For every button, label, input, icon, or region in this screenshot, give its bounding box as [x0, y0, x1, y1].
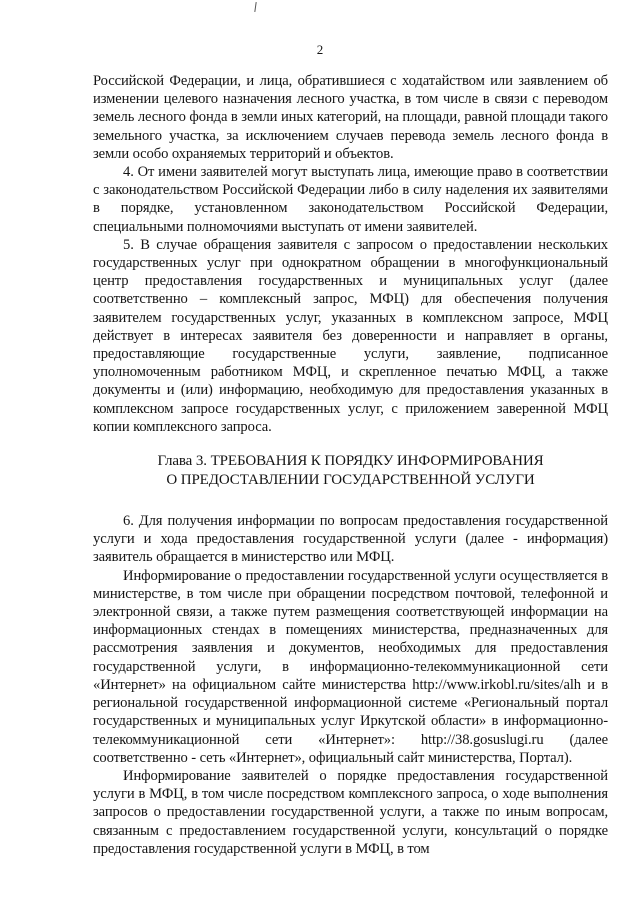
- paragraph-continued: Российской Федерации, и лица, обратившиеся с ходатайством или заявлением об изменении целевого назначения лесного участка, в том числе в связи с переводом земель лесного фонда в земли иных категорий, на площади, равной площади такого земельного участка, за исключением случаев перевода земель лесного фонда в земли особо охраняемых территорий и объектов.: [93, 73, 608, 162]
- chapter-heading-line-2: О ПРЕДОСТАВЛЕНИИ ГОСУДАРСТВЕННОЙ УСЛУГИ: [166, 472, 535, 489]
- chapter-heading: [93, 452, 608, 490]
- paragraph-informing-ministry: Информирование о предоставлении государственной услуги осуществляется в министерстве, в том числе при обращении посредством почтовой, телефонной и электронной связи, а также путем размещения соответствующей информации на информационных стендах в помещениях министерства, предназначенных для рассмотрения заявления и документов, необходимых для предоставления государственной услуги, в информационно-телекоммуникационной сети «Интернет» на официальном сайте министерства http://www.irkobl.ru/sites/alh и в региональной государственной информационной системе «Региональный портал государственных и муниципальных услуг Иркутской области» в информационно-телекоммуникационной сети «Интернет»: http://38.gosuslugi.ru (далее соответственно - сеть «Интернет», официальный сайт министерства, Портал).: [93, 567, 608, 766]
- paragraph-4: 4. От имени заявителей могут выступать лица, имеющие право в соответствии с законодательством Российской Федерации либо в силу наделения их заявителями в порядке, установленном законодательством Российской Федерации, специальными полномочиями выступать от имени заявителей.: [93, 164, 608, 235]
- paragraph-6: 6. Для получения информации по вопросам предоставления государственной услуги и хода предоставления государственной услуги (далее - информация) заявитель обращается в министерство или МФЦ.: [93, 513, 608, 566]
- paragraph-5: 5. В случае обращения заявителя с запросом о предоставлении нескольких государственных услуг при однократном обращении в многофункциональный центр предоставления государственных и муниципальных услуг (далее соответственно – комплексный запрос, МФЦ) для обеспечения получения заявителем государственных услуг, указанных в комплексном запросе, МФЦ действует в интересах заявителя без доверенности и направляет в органы, предоставляющие государственные услуги, заявление, подписанное уполномоченным работником МФЦ, и скрепленное печатью МФЦ, а также документы и (или) информацию, необходимую для предоставления указанных в комплексном запросе государственных услуг, с приложением заверенной МФЦ копии комплексного запроса.: [93, 236, 608, 435]
- chapter-heading-line-1: Глава 3. ТРЕБОВАНИЯ К ПОРЯДКУ ИНФОРМИРОВАНИЯ: [157, 453, 544, 470]
- scan-mark: [254, 2, 256, 12]
- page-number: 2: [316, 42, 324, 57]
- paragraph-informing-mfc: Информирование заявителей о порядке предоставления государственной услуги в МФЦ, в том числе посредством комплексного запроса, о ходе выполнения запросов о предоставлении государственной услуги, а также по иным вопросам, связанным с предоставлением государственной услуги, консультаций о порядке предоставления государственной услуги в МФЦ, в том: [93, 767, 608, 857]
- document-body: [93, 72, 608, 858]
